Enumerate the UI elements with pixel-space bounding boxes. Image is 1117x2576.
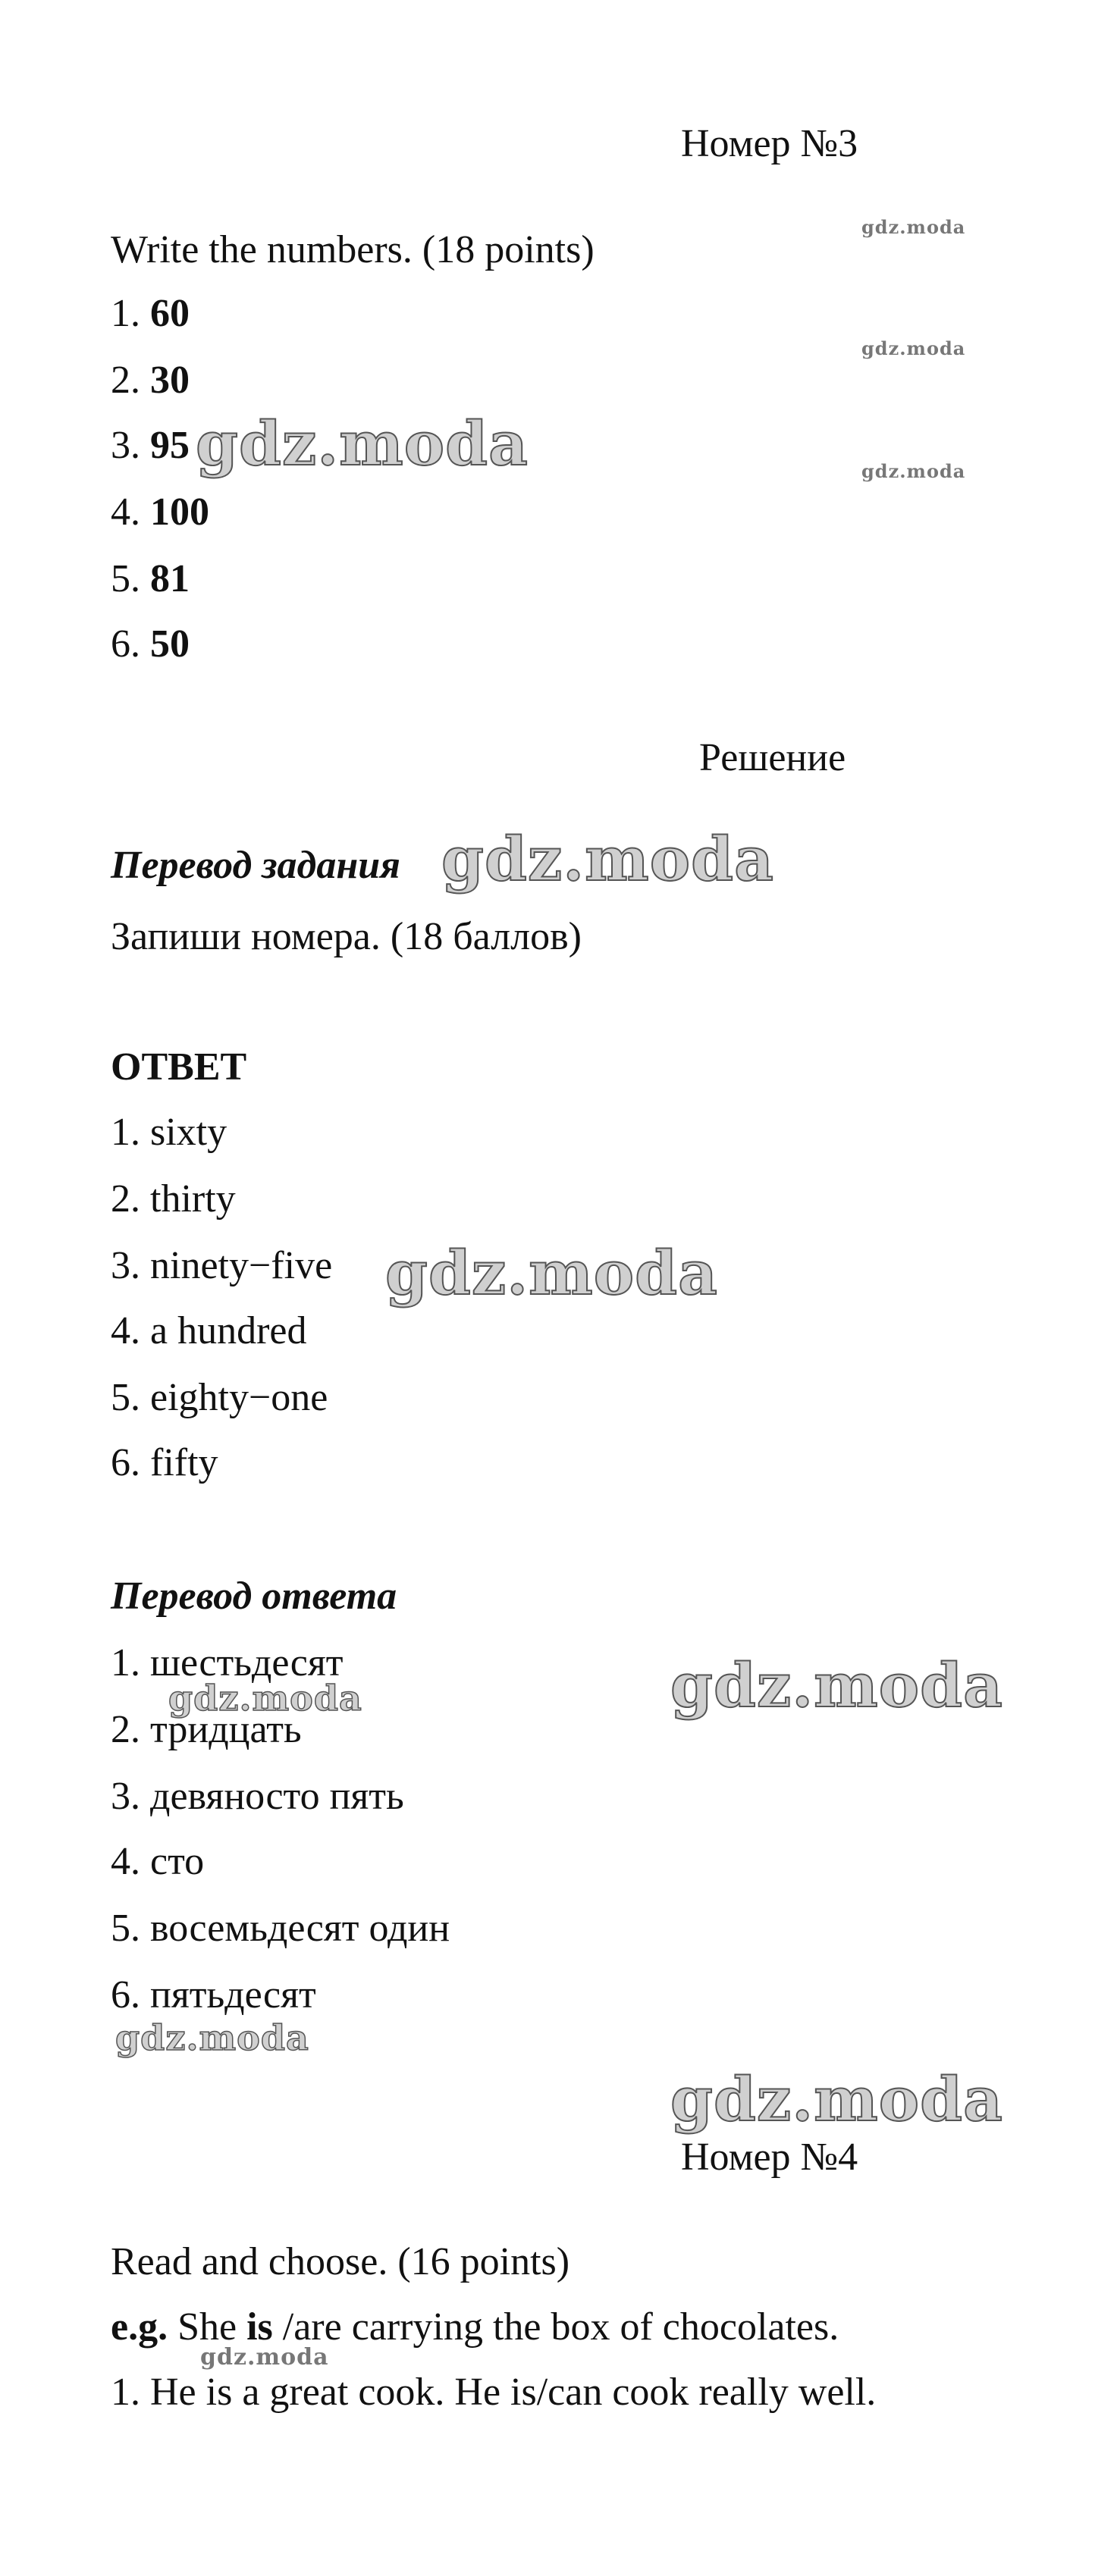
task4-heading: Номер №4 <box>681 2136 858 2179</box>
translation-text: Запиши номера. (18 баллов) <box>111 915 582 958</box>
answer-label: ОТВЕТ <box>111 1045 247 1089</box>
watermark: gdz.moda <box>861 216 966 238</box>
list-item: 3. ninety−five <box>111 1244 333 1287</box>
task4-item-1: 1. He is a great cook. He is/can cook really well. <box>111 2371 877 2414</box>
watermark: gdz.moda <box>200 2344 329 2371</box>
solution-label: Решение <box>699 736 846 779</box>
list-item: 2. 30 <box>111 359 190 402</box>
watermark: gdz.moda <box>385 1237 718 1308</box>
task3-heading: Номер №3 <box>681 122 858 165</box>
watermark: gdz.moda <box>670 2064 1003 2135</box>
list-item: 3. 95 <box>111 424 190 467</box>
list-item: 6. 50 <box>111 622 190 666</box>
watermark: gdz.moda <box>196 408 529 479</box>
task3-instruction: Write the numbers. (18 points) <box>111 228 595 271</box>
list-item: 1. шестьдесят <box>111 1641 344 1684</box>
list-item: 5. восемьдесят один <box>111 1907 450 1950</box>
list-item: 5. eighty−one <box>111 1376 328 1419</box>
watermark: gdz.moda <box>115 2017 309 2058</box>
list-item: 6. пятьдесят <box>111 1973 316 2017</box>
list-item: 4. 100 <box>111 490 209 534</box>
list-item: 2. thirty <box>111 1177 236 1221</box>
watermark: gdz.moda <box>861 337 966 359</box>
task4-example: e.g. She is /are carrying the box of chocolates. <box>111 2305 839 2349</box>
translation-label: Перевод задания <box>111 844 400 887</box>
watermark: gdz.moda <box>441 823 774 895</box>
list-item: 4. a hundred <box>111 1309 307 1352</box>
list-item: 3. девяносто пять <box>111 1775 404 1818</box>
list-item: 6. fifty <box>111 1441 218 1484</box>
list-item: 5. 81 <box>111 557 190 600</box>
watermark: gdz.moda <box>670 1650 1003 1721</box>
list-item: 2. тридцать <box>111 1708 302 1751</box>
answer-translation-label: Перевод ответа <box>111 1575 397 1618</box>
list-item: 1. 60 <box>111 292 190 335</box>
watermark: gdz.moda <box>861 460 966 482</box>
list-item: 1. sixty <box>111 1111 227 1154</box>
task4-instruction: Read and choose. (16 points) <box>111 2240 570 2283</box>
list-item: 4. сто <box>111 1840 205 1883</box>
watermark: gdz.moda <box>168 1678 362 1719</box>
